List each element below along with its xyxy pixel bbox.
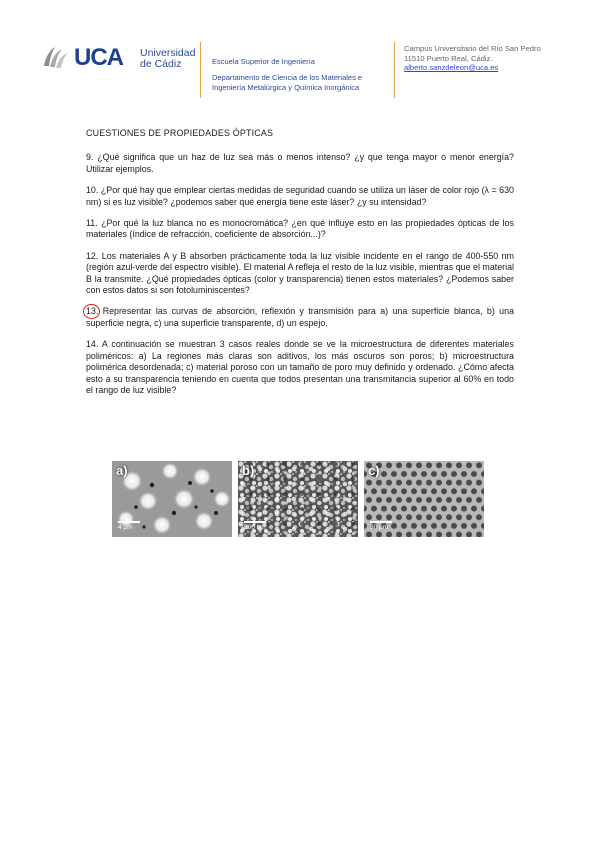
laurel-icon <box>40 42 70 72</box>
logo-text: UCA <box>74 44 123 71</box>
scale-bar <box>370 521 392 531</box>
question-11: 11. ¿Por qué la luz blanca no es monocromática? ¿en qué influye esto en las propiedades ópticas de los materiales (índice de refracción, coeficiente de absorción...)? <box>86 218 514 240</box>
scale-bar <box>118 521 140 531</box>
microstructure-figures <box>112 461 492 537</box>
scale-text: 4 µm <box>118 524 133 531</box>
figure-label: a) <box>116 463 128 478</box>
question-10: 10. ¿Por qué hay que emplear ciertas medidas de seguridad cuando se utiliza un láser de color rojo (λ = 630 nm) si es luz visible? ¿podemos saber qué energía tiene este láser? ¿y su intensidad? <box>86 185 514 207</box>
campus-name: Campus Universitario del Río San Pedro <box>404 44 541 53</box>
department-name: Departamento de Ciencia de los Materiales e Ingeniería Metalúrgica y Química Inorgánica <box>212 73 363 92</box>
page-title: CUESTIONES DE PROPIEDADES ÓPTICAS <box>86 128 274 138</box>
question-13: 13. Representar las curvas de absorción, reflexión y transmisión para a) una superficie blanca, b) una superficie negra, c) una superficie transparente, d) un espejo. <box>86 306 514 328</box>
header-divider <box>200 42 201 98</box>
university-logo <box>40 42 196 76</box>
question-9: 9. ¿Qué significa que un haz de luz sea más o menos intenso? ¿y que tenga mayor o menor energía? Utilizar ejemplos. <box>86 152 514 174</box>
questions-section <box>86 128 514 406</box>
contact-email-link[interactable]: alberto.sanzdeleon@uca.es <box>404 63 499 72</box>
figure-label: c) <box>368 463 380 478</box>
figure-c <box>364 461 484 537</box>
scale-bar <box>244 521 266 531</box>
scale-text: 500 nm <box>244 524 266 531</box>
question-13-block <box>86 306 514 329</box>
question-12: 12. Los materiales A y B absorben prácticamente toda la luz visible incidente en el rango de 400-550 nm (región azul-verde del espectro visible). El material A refleja el resto de la luz visible, mientras que el material B la transmite. ¿Qué propiedades ópticas (color y transparencia) tienen estos materiales? ¿Podemos saber con estos datos si son fotoluminiscentes? <box>86 250 514 296</box>
question-14: 14. A continuación se muestran 3 casos reales donde se ve la microestructura de diferentes materiales poliméricos: a) La regiones más claras son aditivos, los más oscuros son poros; b) microestructura polimérica desordenada; c) material poroso con un tamaño de poro muy definido y ordenado. ¿Cómo afecta esto a su transparencia teniendo en cuenta que todos presentan una transmitancia superior al 60% en todo el rango de luz visible? <box>86 339 514 395</box>
school-block <box>212 57 392 93</box>
campus-address: 11510 Puerto Real, Cádiz. <box>404 53 493 63</box>
figure-label: b) <box>242 463 255 478</box>
figure-a <box>112 461 232 537</box>
school-name: Escuela Superior de Ingeniería <box>212 57 315 66</box>
figure-b <box>238 461 358 537</box>
header-divider <box>394 42 395 98</box>
contact-block <box>404 44 564 73</box>
scale-text: 30 µm <box>370 524 389 531</box>
logo-university-name: Universidad de Cádiz <box>140 47 196 70</box>
